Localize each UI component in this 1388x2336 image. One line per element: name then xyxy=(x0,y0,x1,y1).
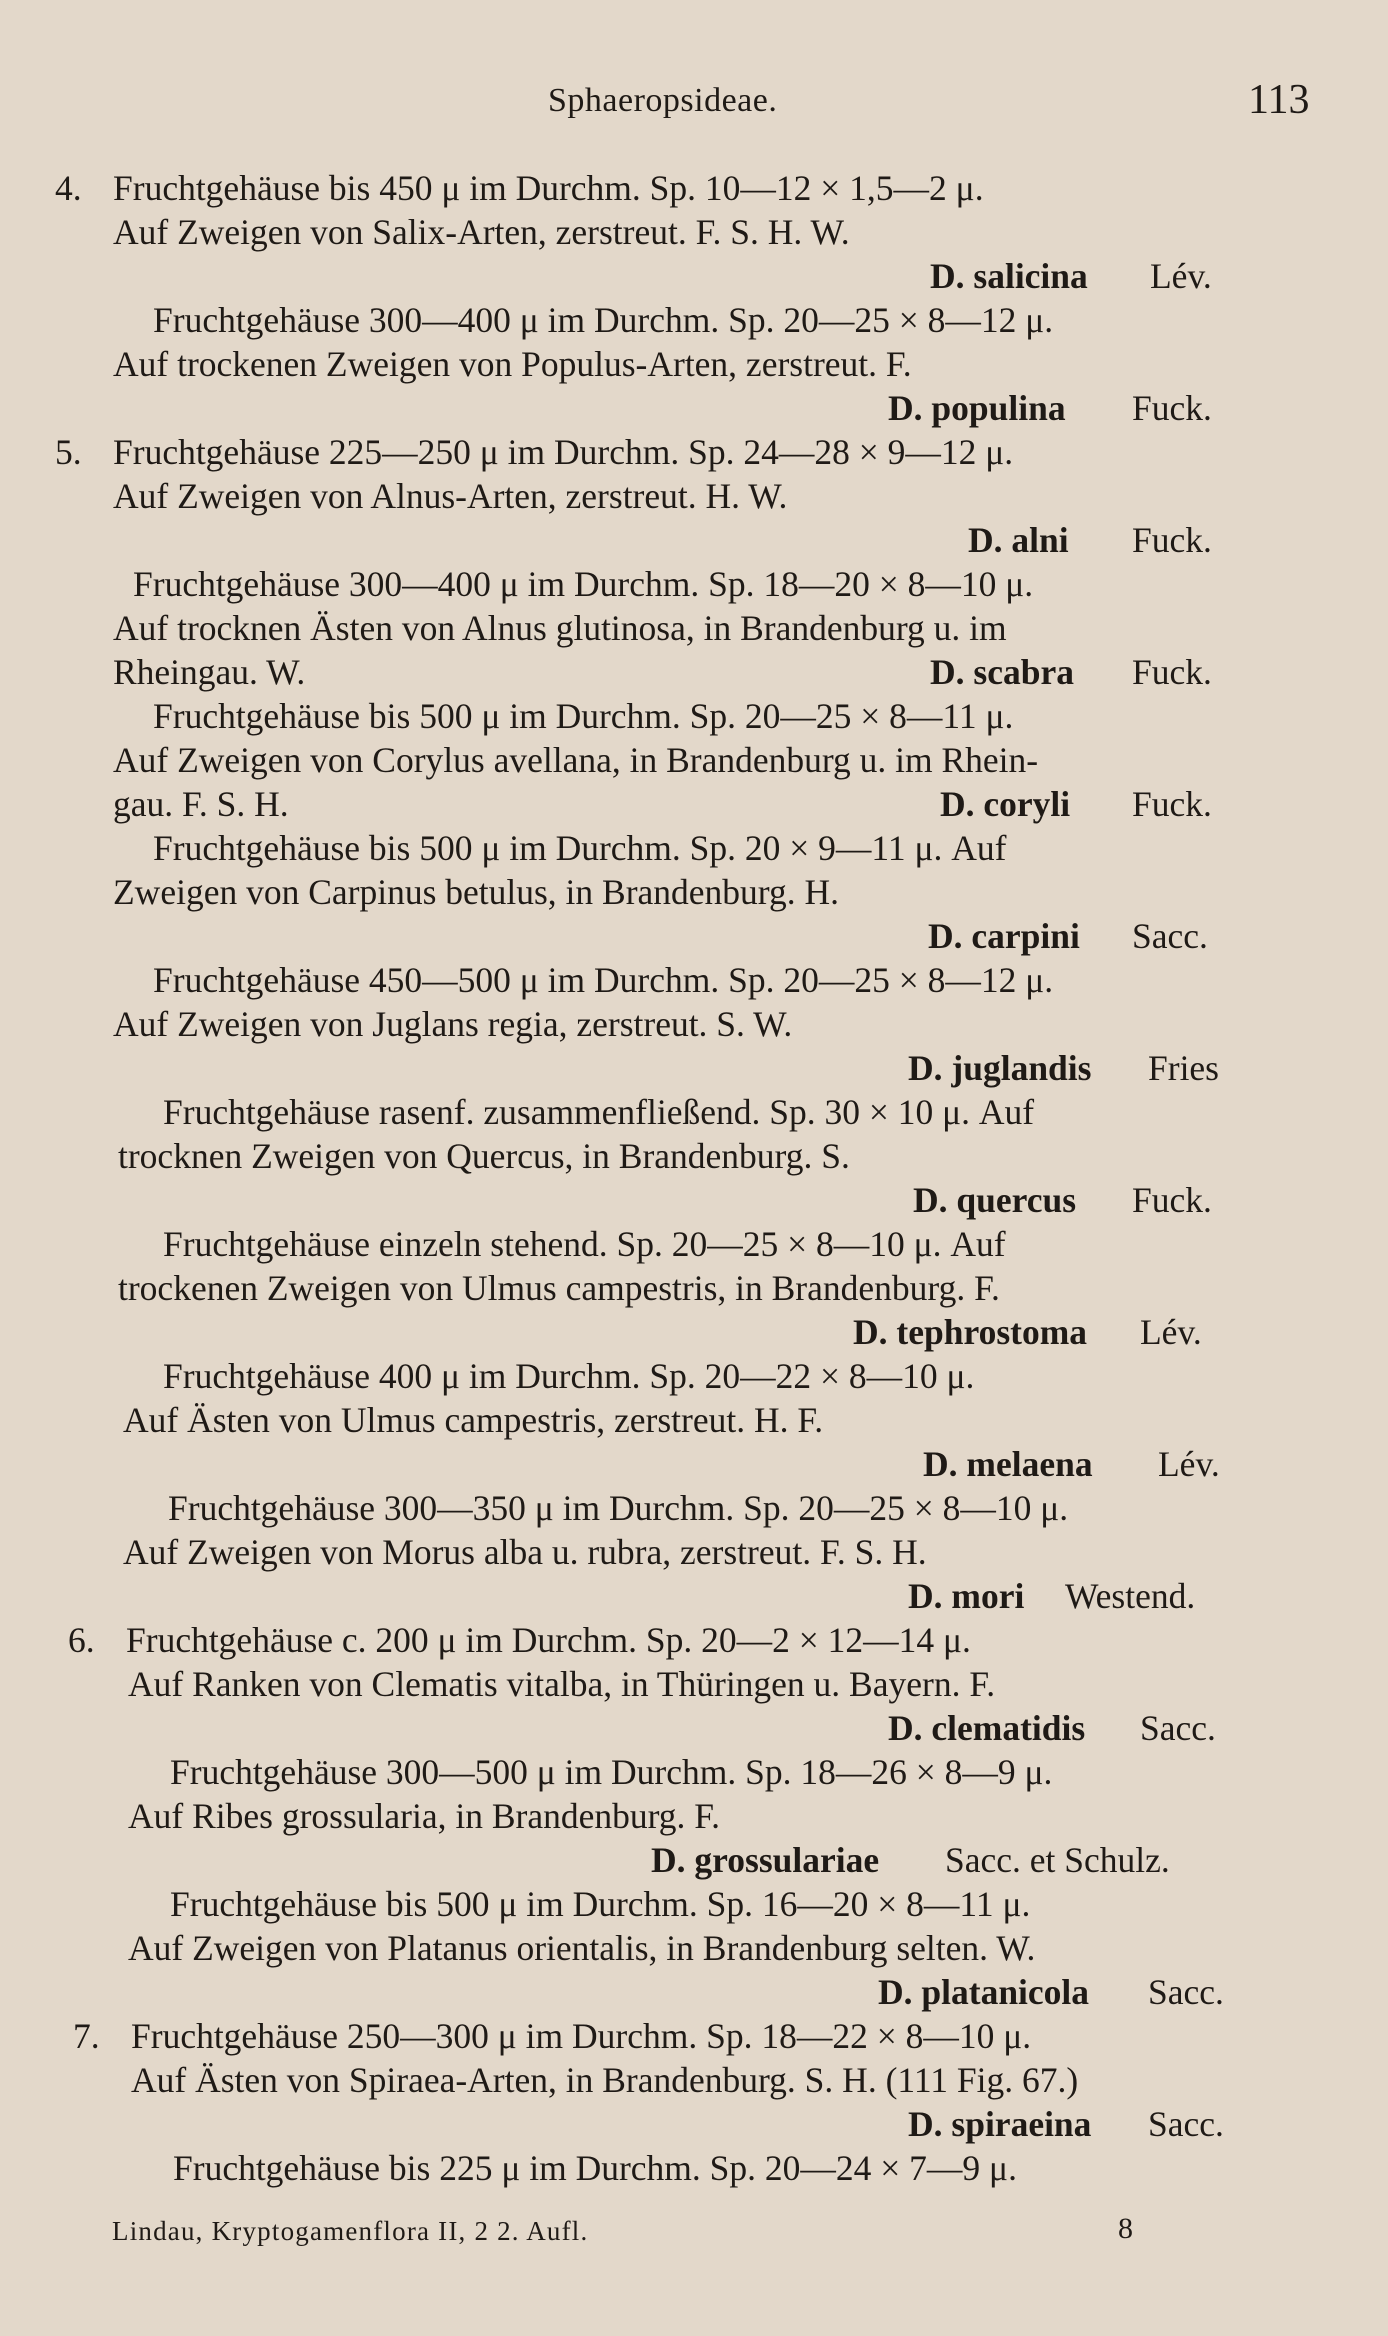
species-name: D. coryli xyxy=(940,784,1071,824)
text-line: Lév. xyxy=(1158,1444,1220,1484)
text-line: Lév. xyxy=(1140,1312,1202,1352)
entry-number: 5. xyxy=(55,432,82,472)
text-line: Fuck. xyxy=(1132,388,1212,428)
entry-number: 6. xyxy=(68,1620,95,1660)
text-line: Lév. xyxy=(1150,256,1212,296)
species-name: D. spiraeina xyxy=(908,2104,1092,2144)
species-name: D. salicina xyxy=(930,256,1088,296)
text-line: Fruchtgehäuse 400 μ im Durchm. Sp. 20—22 × 8—10 μ. xyxy=(163,1356,975,1396)
species-name: D. mori xyxy=(908,1576,1025,1616)
text-line: Fuck. xyxy=(1132,784,1212,824)
text-line: Fruchtgehäuse c. 200 μ im Durchm. Sp. 20—2 × 12—14 μ. xyxy=(126,1620,971,1660)
running-title: Sphaeropsideae. xyxy=(548,82,778,119)
text-line: Fruchtgehäuse bis 500 μ im Durchm. Sp. 20 × 9—11 μ. Auf xyxy=(153,828,1007,868)
entry-number: 4. xyxy=(55,168,82,208)
text-line: gau. F. S. H. xyxy=(113,784,289,824)
text-line: Sacc. et Schulz. xyxy=(945,1840,1170,1880)
text-line: Auf Zweigen von Salix-Arten, zerstreut. F. S. H. W. xyxy=(113,212,850,252)
text-line: Fruchtgehäuse rasenf. zusammenfließend. Sp. 30 × 10 μ. Auf xyxy=(163,1092,1035,1132)
text-line: Auf Zweigen von Alnus-Arten, zerstreut. H. W. xyxy=(113,476,788,516)
text-line: Auf Ästen von Ulmus campestris, zerstreut. H. F. xyxy=(123,1400,824,1440)
species-name: D. grossulariae xyxy=(651,1840,880,1880)
text-line: Fruchtgehäuse bis 225 μ im Durchm. Sp. 20—24 × 7—9 μ. xyxy=(173,2148,1017,2188)
species-name: D. scabra xyxy=(930,652,1074,692)
text-line: Sacc. xyxy=(1132,916,1208,956)
text-line: Fruchtgehäuse 250—300 μ im Durchm. Sp. 18—22 × 8—10 μ. xyxy=(131,2016,1032,2056)
text-line: Fuck. xyxy=(1132,520,1212,560)
species-name: D. tephrostoma xyxy=(853,1312,1088,1352)
page-header xyxy=(0,76,1388,126)
text-line: trocknen Zweigen von Quercus, in Brandenburg. S. xyxy=(118,1136,850,1176)
text-line: Auf Zweigen von Juglans regia, zerstreut. S. W. xyxy=(113,1004,793,1044)
species-name: D. populina xyxy=(888,388,1066,428)
text-line: Auf Ribes grossularia, in Brandenburg. F. xyxy=(128,1796,721,1836)
text-line: Auf Zweigen von Morus alba u. rubra, zerstreut. F. S. H. xyxy=(123,1532,927,1572)
text-line: Fruchtgehäuse 300—500 μ im Durchm. Sp. 18—26 × 8—9 μ. xyxy=(170,1752,1053,1792)
text-line: Sacc. xyxy=(1140,1708,1216,1748)
species-name: D. quercus xyxy=(913,1180,1077,1220)
text-line: Fruchtgehäuse 225—250 μ im Durchm. Sp. 24—28 × 9—12 μ. xyxy=(113,432,1014,472)
species-name: D. clematidis xyxy=(888,1708,1086,1748)
text-line: Auf Zweigen von Platanus orientalis, in Brandenburg selten. W. xyxy=(128,1928,1036,1968)
text-line: Fuck. xyxy=(1132,1180,1212,1220)
text-line: trockenen Zweigen von Ulmus campestris, in Brandenburg. F. xyxy=(118,1268,1000,1308)
text-line: Fruchtgehäuse bis 450 μ im Durchm. Sp. 10—12 × 1,5—2 μ. xyxy=(113,168,984,208)
text-line: Fruchtgehäuse bis 500 μ im Durchm. Sp. 20—25 × 8—11 μ. xyxy=(153,696,1014,736)
text-line: Sacc. xyxy=(1148,2104,1224,2144)
text-line: Auf Ästen von Spiraea-Arten, in Brandenburg. S. H. (111 Fig. 67.) xyxy=(131,2060,1079,2100)
text-line: Zweigen von Carpinus betulus, in Brandenburg. H. xyxy=(113,872,839,912)
text-line: Sacc. xyxy=(1148,1972,1224,2012)
text-line: Rheingau. W. xyxy=(113,652,306,692)
text-line: Auf Zweigen von Corylus avellana, in Brandenburg u. im Rhein- xyxy=(113,740,1039,780)
signature-mark: 8 xyxy=(1118,2212,1133,2245)
text-line: Auf trocknen Ästen von Alnus glutinosa, in Brandenburg u. im xyxy=(113,608,1007,648)
species-name: D. carpini xyxy=(928,916,1080,956)
text-line: Fruchtgehäuse 300—400 μ im Durchm. Sp. 18—20 × 8—10 μ. xyxy=(133,564,1034,604)
text-line: Fruchtgehäuse 300—350 μ im Durchm. Sp. 20—25 × 8—10 μ. xyxy=(168,1488,1069,1528)
text-line: Auf trockenen Zweigen von Populus-Arten, zerstreut. F. xyxy=(113,344,912,384)
species-name: D. juglandis xyxy=(908,1048,1092,1088)
footer-citation: Lindau, Kryptogamenflora II, 2 2. Aufl. xyxy=(112,2216,589,2246)
text-line: Fries xyxy=(1148,1048,1219,1088)
text-line: Fruchtgehäuse 300—400 μ im Durchm. Sp. 20—25 × 8—12 μ. xyxy=(153,300,1054,340)
text-line: Fruchtgehäuse 450—500 μ im Durchm. Sp. 20—25 × 8—12 μ. xyxy=(153,960,1054,1000)
page-number: 113 xyxy=(1248,77,1310,123)
text-line: Auf Ranken von Clematis vitalba, in Thüringen u. Bayern. F. xyxy=(128,1664,996,1704)
text-line: Fruchtgehäuse einzeln stehend. Sp. 20—25 × 8—10 μ. Auf xyxy=(163,1224,1006,1264)
text-line: Fruchtgehäuse bis 500 μ im Durchm. Sp. 16—20 × 8—11 μ. xyxy=(170,1884,1031,1924)
species-name: D. platanicola xyxy=(878,1972,1090,2012)
text-line: Westend. xyxy=(1065,1576,1196,1616)
text-line: Fuck. xyxy=(1132,652,1212,692)
entry-number: 7. xyxy=(73,2016,100,2056)
species-name: D. alni xyxy=(968,520,1069,560)
species-name: D. melaena xyxy=(923,1444,1093,1484)
